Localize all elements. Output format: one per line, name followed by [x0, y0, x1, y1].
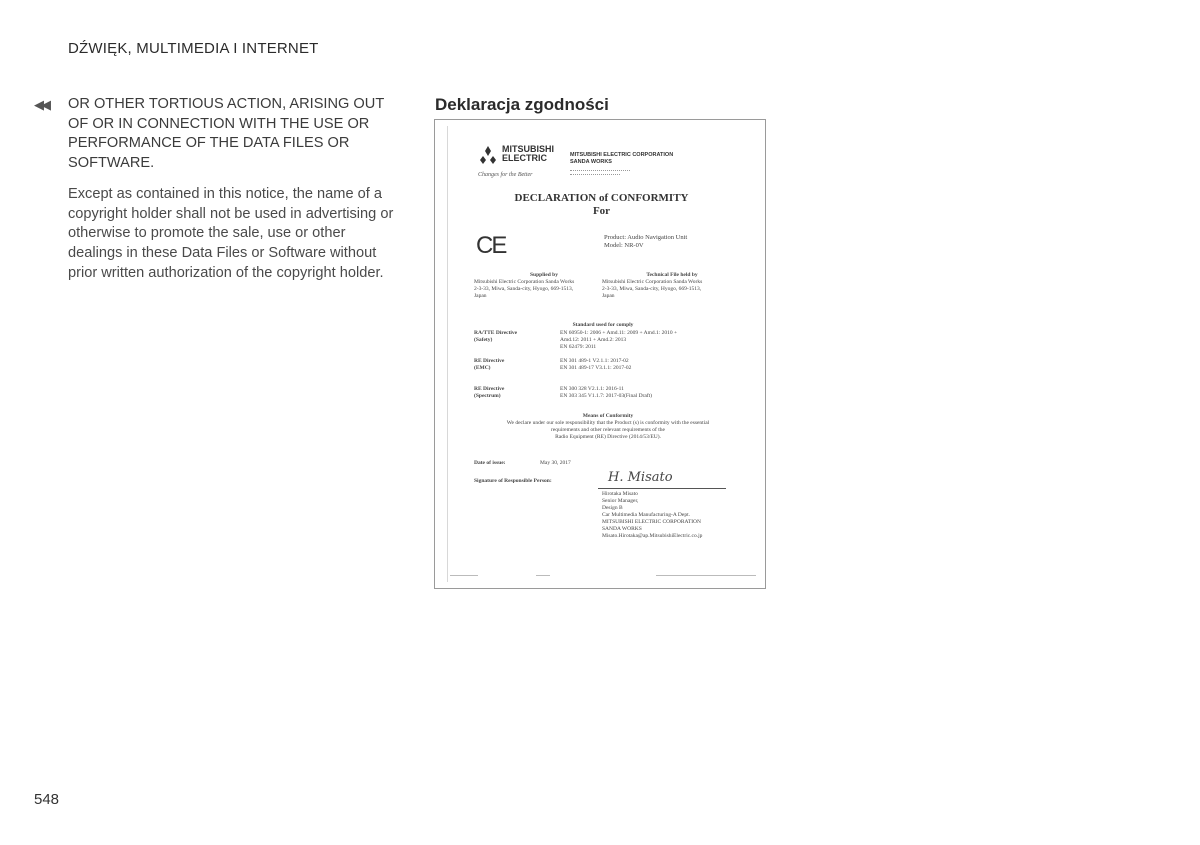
declaration-image — [434, 119, 766, 589]
license-caps-paragraph: OR OTHER TORTIOUS ACTION, ARISING OUT OF OR IN CONNECTION WITH THE USE OR PERFORMANCE OF THE DATA FILES OR SOFTWARE. — [68, 96, 384, 172]
date-label: Date of issue: — [474, 460, 506, 466]
date-value: May 30, 2017 — [540, 460, 571, 466]
declaration-document — [447, 126, 755, 582]
rattt-standards: EN 60950-1: 2006 + Amd.11: 2009 + Amd.1: 2010 + Amd.12: 2011 + Amd.2: 2013 EN 62479: 2011 — [560, 330, 678, 350]
declaration-title: DECLARATION of CONFORMITY For — [514, 192, 689, 217]
section-title: Deklaracja zgodności — [435, 95, 609, 114]
means-of-conformity: Means of Conformity We declare under our sole responsibility that the Product (s) is conformity with the essential requirements and other relevant requirements of the Radio Equipment (RE) Directive (2014/53/EU). — [506, 413, 710, 440]
corporation-address-lines — [570, 168, 630, 175]
re-spectrum-standards: EN 300 328 V2.1.1: 2016-11 EN 303 345 V1.1.7: 2017-03(Final Draft) — [560, 386, 653, 399]
rattt-label: RA/TTE Directive (Safety) — [474, 330, 518, 343]
page-number: 548 — [34, 791, 60, 808]
license-body-paragraph: Except as contained in this notice, the name of a copyright holder shall not be used in advertising or otherwise to promote the sale, use or other dealings in these Data Files or Software without prior written authorization of the copyright holder. — [68, 185, 394, 281]
re-emc-label: RE Directive (EMC) — [474, 358, 505, 371]
technical-file-block: Technical File held by Mitsubishi Electric Corporation Sanda Works 2-3-33, Miwa, Sanda-city, Hyogo, 669-1513, Japan — [602, 272, 703, 299]
signature-label: Signature of Responsible Person: — [474, 478, 552, 484]
standard-label: Standard used for comply — [572, 322, 634, 328]
re-emc-standards: EN 301 489-1 V2.1.1: 2017-02 EN 301 489-17 V3.1.1: 2017-02 — [560, 358, 632, 371]
handwritten-signature: H. Misato — [608, 470, 673, 485]
mitsubishi-logo: MITSUBISHI ELECTRIC Changes for the Better — [478, 144, 555, 178]
three-diamonds-icon — [478, 146, 498, 164]
footer-rule-right — [656, 575, 756, 576]
footer-rule-mid — [536, 575, 550, 576]
signature-line — [598, 488, 726, 489]
supplied-by-block: Supplied by Mitsubishi Electric Corporation Sanda Works 2-3-33, Miwa, Sanda-city, Hyogo, 669-1513, Japan — [474, 272, 575, 299]
footer-rule-left — [450, 575, 478, 576]
double-left-arrow-icon: ◀◀ — [34, 97, 48, 112]
product-info: Product: Audio Navigation Unit Model: NR-0V — [604, 234, 688, 249]
corporation-name: MITSUBISHI ELECTRIC CORPORATION SANDA WORKS — [570, 152, 674, 165]
signer-details: Hirotaka Misato Senior Manager, Design B Car Multimedia Manufacturing-A Dept. MITSUBISHI ELECTRIC CORPORATION SANDA WORKS Misato.Hirotaka@ap.MitsubishiElectric.co.jp — [602, 491, 703, 539]
section-header: DŹWIĘK, MULTIMEDIA I INTERNET — [68, 40, 319, 57]
text-column — [68, 95, 403, 283]
ce-mark: CE — [476, 232, 506, 259]
re-spectrum-label: RE Directive (Spectrum) — [474, 386, 505, 399]
